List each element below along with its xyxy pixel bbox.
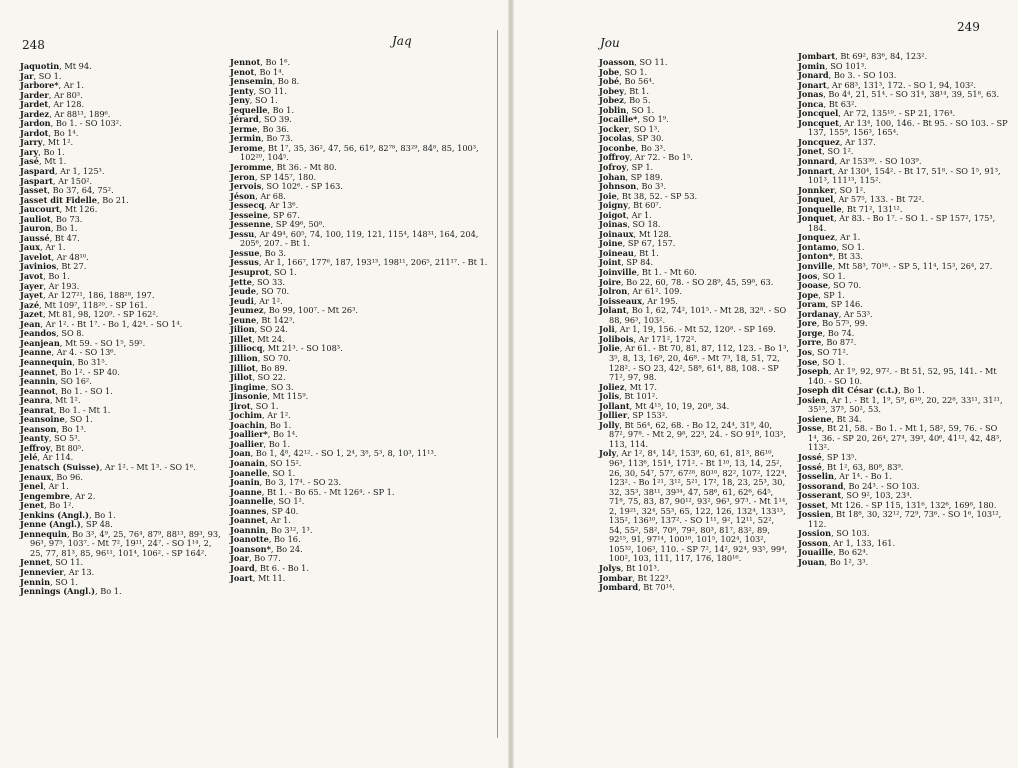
index-entry: Jooase, SO 70. [798,280,862,291]
left-page-number: 248 [22,38,45,52]
index-entry: Jolly, Bt 56⁴, 62, 68. - Bo 12, 24⁴, 31⁹, 40, 87², 97⁸. - Mt 2, 9⁸, 22³, 24. - SO 91⁹, 103³, 113, 114. [599,419,786,449]
index-entry: Javelot, Ar 48¹⁰. [20,251,89,262]
index-entry: Jar, SO 1. [20,70,62,81]
index-entry: Joram, SP 146. [798,299,863,310]
index-entry: Jonton*, Bt 33. [798,251,863,262]
index-entry: Jennings (Angl.), Bo 1. [20,586,122,597]
index-entry: Jeanson, Bo 1³. [20,423,87,434]
index-entry: Jeannin, SO 16². [20,376,92,387]
index-entry: Johnson, Bo 3³. [599,181,667,192]
index-entry: Joconbe, Bo 3³. [599,142,666,153]
left-column-1 [20,62,225,597]
index-entry: Jean, Ar 1². - Bt 1⁷. - Bo 1, 42⁴. - SO 1⁴. [20,318,183,329]
index-entry: Jocolas, SP 30. [599,133,664,144]
index-entry: Joanson*, Bo 24. [230,543,303,554]
index-entry: Jaspard, Ar 1, 125³. [20,166,105,177]
index-entry: Johan, SP 189. [599,171,663,182]
index-entry: Joigny, Bt 60⁷. [599,200,662,211]
index-entry: Jonnker, SO 1². [798,184,866,195]
index-entry: Jomin, SO 101³. [798,60,867,71]
index-entry: Joanin, Bo 3, 17⁴. - SO 23. [230,477,342,488]
index-entry: Jazé, Mt 109⁷, 118²⁰. - SP 161. [20,299,148,310]
index-entry: Jeannequin, Bo 31⁵. [20,356,108,367]
index-entry: Jennevier, Ar 13. [20,566,95,577]
index-entry: Jolibois, Ar 171², 172². [599,333,697,344]
index-entry: Jennet, SO 11. [20,557,84,568]
index-entry: Joasson, SO 11. [599,57,668,67]
index-entry: Jonas, Bo 4⁴, 21, 51⁴. - SO 31⁴, 38¹⁴, 39, 51⁸, 63. [798,89,1000,100]
index-entry: Jerome, Bt 1⁷, 35, 36², 47, 56, 61⁹, 82⁷⁸, 83²⁹, 84⁸, 85, 100³, 102²⁰, 104⁵. [230,142,479,163]
index-entry: Jonquet, Ar 83. - Bo 1⁷. - SO 1. - SP 157², 175³, 184. [798,213,996,233]
gutter-rule [497,30,498,738]
index-entry: Jenatsch (Suisse), Ar 1². - Mt 1³. - SO 1⁶. [20,461,196,472]
index-entry: Jonquez, Ar 1. [798,232,861,243]
index-entry: Joinas, SO 18. [599,219,661,230]
index-entry: Jorre, Bo 87². [798,337,857,348]
index-entry: Jesuprot, SO 1. [230,267,297,278]
index-entry: Jeune, Bt 142³. [230,314,295,325]
index-entry: Joanain, SO 15². [230,457,302,468]
index-entry: Jope, SP 1. [798,289,846,300]
index-entry: Jessus, Ar 1, 166⁷, 177⁶, 187, 193¹³, 198¹¹, 206⁵, 211¹⁷. - Bt 1. [230,257,488,268]
index-entry: Jenne (Angl.), SP 48. [20,519,113,530]
index-entry: Jonard, Bo 3. - SO 103. [798,70,897,81]
index-entry: Joncquet, Ar 13⁴, 100, 146. - Bt 95. - SO 103. - SP 137, 155⁹, 156³, 165⁴. [798,117,1008,138]
index-entry: Josse, Bt 21, 58. - Bo 1. - Mt 1, 58², 59, 76. - SO 1⁴, 36. - SP 20, 26⁴, 27⁴, 39³, 40⁶, 41¹², 42, 48³, 113². [798,423,1002,453]
index-entry: Jolys, Bt 101³. [599,562,660,573]
right-column-2 [798,52,1010,568]
index-entry: Jos, SO 71². [798,346,849,357]
index-entry: Jolis, Bt 101². [599,391,658,402]
index-entry: Joan, Bo 1, 4⁸, 42¹². - SO 1, 2⁴, 3⁸, 5³, 8, 10³, 11¹³. [230,448,437,459]
index-entry: Jeromme, Bt 36. - Mt 80. [230,162,337,173]
index-entry: Joart, Mt 11. [230,572,286,583]
index-entry: Jaux, Ar 1. [20,242,66,253]
index-entry: Jilliot, Bo 89. [230,362,288,373]
index-entry: Jessu, Ar 49⁴, 60⁵, 74, 100, 119, 121, 115⁴, 148³¹, 164, 204, 205⁶, 207. - Bt 1. [230,228,479,249]
index-entry: Jobé, Bo 56⁴. [599,76,655,87]
index-entry: Jombard, Bt 70¹⁴. [599,582,675,593]
index-entry: Jombar, Bt 122³. [599,572,671,583]
index-entry: Jouaille, Bo 62⁴. [798,547,869,558]
index-entry: Joar, Bo 77. [230,553,281,564]
right-running-head: Jou [600,36,620,50]
index-entry: Jossé, Bt 1², 63, 80⁸, 83⁹. [798,461,904,472]
index-entry: Jocker, SO 1³. [599,123,660,134]
index-entry: Jochim, Ar 1². [230,410,291,421]
index-entry: Jore, Bo 57⁵, 99. [798,318,868,329]
index-entry: Jolant, Bo 1, 62, 74², 101⁵. - Mt 28, 32⁸. - SO 88, 96³, 103². [599,305,787,325]
index-entry: Jillion, SO 70. [230,352,291,363]
index-entry: Jarbore*, Ar 1. [20,80,84,91]
index-entry: Jingime, SO 3. [230,381,294,392]
index-entry: Jardon, Bo 1. - SO 103². [20,118,122,129]
index-entry: Joire, Bo 22, 60, 78. - SO 28⁹, 45, 59⁸, 63. [599,276,774,287]
index-entry: Josien, Ar 1. - Bt 1, 1⁹, 5⁹, 6¹⁰, 20, 22⁸, 33¹¹, 31²¹, 35¹³, 37³, 50², 53. [798,394,1003,415]
index-entry: Jengembre, Ar 2. [20,490,96,501]
index-entry: Jeannot, Bo 1. - SO 1. [20,385,113,396]
index-entry: Jéson, Ar 68. [230,190,286,201]
index-entry: Joannelle, SO 1². [230,496,305,507]
index-entry: Jeanjean, Mt 59. - SO 1⁵, 59⁵. [20,337,146,348]
index-entry: Joinaux, Mt 128. [599,228,672,239]
index-entry: Javinios, Bt 27. [20,261,87,272]
index-entry: Jeanne, Ar 4. - SO 13⁶. [20,347,117,358]
index-entry: Jolron, Ar 61². 109. [599,286,682,297]
index-entry: Jeumez, Bo 99, 100⁷. - Mt 26³. [230,305,359,316]
index-entry: Josserant, SO 9², 103, 23⁴. [798,490,913,501]
index-entry: Jeandos, SO 8. [20,328,85,339]
index-entry: Joinville, Bt 1. - Mt 60. [599,267,697,278]
index-entry: Jessenne, SP 49⁶, 50⁸. [230,219,325,230]
index-entry: Joard, Bt 6. - Bo 1. [230,562,309,573]
index-entry: Jaquotin, Mt 94. [20,61,92,71]
index-entry: Jofroy, SP 1. [599,162,654,173]
index-entry: Josson, Ar 1, 133, 161. [798,537,896,548]
index-entry: Jessecq, Ar 13⁶. [230,200,299,211]
index-entry: Jensemin, Bo 8. [230,76,300,87]
left-column-2 [230,58,488,583]
index-entry: Jenkins (Angl.), Bo 1. [20,509,116,520]
index-entry: Joffroy, Ar 72. - Bo 1⁵. [599,152,693,163]
index-entry: Jonville, Mt 58³, 70¹⁶. - SP 5, 11⁴, 15³, 26⁴, 27. [798,261,993,272]
book-gutter [508,0,514,768]
index-entry: Joncquel, Ar 72, 135¹⁰. - SP 21, 176⁴. [798,108,956,119]
index-entry: Jonquelle, Bt 71², 131¹². [798,203,903,214]
index-entry: Jollant, Mt 4¹⁵, 10, 19, 20⁸, 34. [599,400,730,411]
index-entry: Joannin, Bo 3¹², 1³. [230,524,313,535]
index-entry: Jossé, SP 13⁵. [798,451,857,462]
index-entry: Jeanty, SO 5³. [20,433,81,444]
index-entry: Joanotte, Bo 16. [230,534,301,545]
index-entry: Jennot, Bo 1⁶. [230,57,291,67]
index-entry: Jeffroy, Bt 80⁵. [20,442,84,453]
index-entry: Joisseaux, Ar 195. [599,295,678,306]
index-entry: Jollier, SP 153². [599,410,668,421]
index-entry: Joannes, SP 40. [230,505,299,516]
index-entry: Jossion, SO 103. [798,528,870,539]
index-entry: Joie, Bt 38, 52. - SP 53. [599,190,698,201]
left-running-head: Jaq [392,34,412,48]
index-entry: Joseph, Ar 1⁹, 92, 97². - Bt 51, 52, 95, 141. - Mt 140. - SO 10. [798,366,997,386]
index-entry: Jaucourt, Mt 126. [20,204,98,215]
index-entry: Javot, Bo 1. [20,271,70,282]
index-entry: Jobey, Bt 1. [599,85,649,96]
index-entry: Jeude, SO 70. [230,286,290,297]
index-entry: Jordanay, Ar 53³. [798,308,873,319]
index-entry: Jontamo, SO 1. [798,241,865,252]
index-entry: Jelé, Ar 114. [20,452,74,463]
index-entry: Jonquel, Ar 57⁵, 133. - Bt 72². [798,194,925,205]
index-entry: Joblin, SO 1. [599,104,655,115]
index-entry: Jenty, SO 11. [230,85,287,96]
index-entry: Jauliot, Bo 73. [20,213,83,224]
index-entry: Jaspart, Ar 150². [20,175,93,186]
index-entry: Jary, Bo 1. [20,146,65,157]
index-entry: Jonnart, Ar 130⁴, 154². - Bt 17, 51⁸. - SO 1⁵, 91³, 101³, 111¹³, 115². [798,165,1001,186]
index-entry: Jobe, SO 1. [599,66,648,77]
index-entry: Joine, SP 67, 157. [599,238,676,249]
index-entry: Jennequin, Bo 3³, 4⁹, 25, 76⁴, 87⁹, 88¹³, 89³, 93, 96³, 97⁵, 103⁷. - Mt 7², 19¹¹, 24⁷. - SO 1¹⁴, 2, 25, 77, 81³, 85, 96¹¹, 101⁴, 106². - SP 164². [20,528,221,558]
index-entry: Joallier, Bo 1. [230,438,291,449]
index-entry: Jonnard, Ar 153³⁹. - SO 103⁹. [798,156,922,167]
index-entry: Joncquez, Ar 137. [798,136,876,147]
index-entry: Jasé, Mt 1. [20,156,67,167]
index-entry: Josiene, Bt 34. [798,413,862,424]
index-entry: Jardez, Ar 88¹³, 189⁶. [20,108,111,119]
index-entry: Jeny, SO 1. [230,95,278,106]
index-entry: Jilion, SO 24. [230,324,288,335]
index-entry: Jossien, Bt 18⁸, 30, 32¹², 72⁹, 73⁶. - SO 1⁶, 103¹², 112. [798,509,1002,529]
index-entry: Jasset dit Fidelle, Bo 21. [20,194,129,205]
index-entry: Jaussé, Bt 47. [20,232,80,243]
index-entry: Jinsonie, Mt 115⁹. [230,391,309,402]
index-entry: Jeannet, Bo 1². - SP 40. [20,366,120,377]
index-entry: Jonca, Bt 63². [798,98,857,109]
index-entry: Jilliocq, Mt 21³. - SO 108³. [230,343,343,354]
index-entry: Jérard, SO 39. [230,114,292,125]
index-entry: Jazet, Mt 81, 98, 120⁹. - SP 162². [20,309,159,320]
index-entry: Jervois, SO 102⁶. - SP 163. [230,181,343,192]
index-entry: Jessue, Bo 3. [230,247,287,258]
index-entry: Jenet, Bo 1². [20,500,74,511]
index-entry: Jocaille*, SO 1⁹. [599,114,669,125]
index-entry: Jette, SO 33. [230,276,286,287]
index-entry: Jarry, Mt 1². [20,137,74,148]
index-entry: Joachin, Bo 1. [230,419,292,430]
index-entry: Joly, Ar 1², 8⁴, 14², 153⁹, 60, 61, 81³, 86¹⁰, 96³, 113⁶, 151⁴, 171². - Bt 1¹⁰, 13, 14, 25², 26, 30, 54⁷, 57⁷, 67²⁸, 80¹⁰, 82², 107², 122⁴, 123². - Bo 1²¹, 3¹², 5²¹, 17², 18, 23, 25³, 30, 32, 35³, 38¹¹, 39³⁴, 47, 58⁶, 61, 62⁶, 64⁵, 71⁸, 75, 83, 87, 90¹², 93², 96³, 97³. - Mt 1¹⁴, 2, 19²¹, 32⁴, 55³, 65, 122, 126, 132⁴, 133¹³, 135², 136¹⁰, 137². - SO 1¹¹, 9², 12¹¹, 52², 54, 55², 58², 70⁸, 79², 80³, 81⁷, 83², 89, 92¹⁵, 91, 97¹⁴, 100¹⁰, 101⁵, 102⁴, 103², 105³², 106³, 110. - SP 7², 14², 92⁴, 93⁵, 99⁴, 100², 103, 111, 117, 176, 180¹⁶. [599,448,788,564]
index-entry: Jennin, SO 1. [20,576,79,587]
right-column-1 [599,58,789,593]
index-entry: Jarder, Ar 80³. [20,89,83,100]
index-entry: Joint, SP 84. [599,257,654,268]
index-entry: Jayet, Ar 127²¹, 186, 188²⁸, 197. [20,290,155,301]
index-entry: Jose, SO 1. [798,356,846,367]
index-entry: Jeanrat, Bo 1. - Mt 1. [20,404,111,415]
index-entry: Jequelle, Bo 1. [230,104,294,115]
index-entry: Jobez, Bo 5. [599,95,651,106]
index-entry: Joseph dit César (c.t.), Bo 1. [798,385,925,396]
index-entry: Josset, Mt 126. - SP 115, 131⁶, 132⁶, 169⁸, 180. [798,499,997,510]
index-entry: Jenel, Ar 1. [20,481,69,492]
index-entry: Josselin, Ar 1⁴. - Bo 1. [798,471,892,482]
index-entry: Joigot, Ar 1. [599,209,652,220]
index-entry: Jouan, Bo 1², 3³. [798,556,869,567]
index-entry: Joineau, Bt 1. [599,247,659,258]
index-entry: Jeron, SP 145⁷, 180. [230,171,317,182]
index-entry: Jenaux, Bo 96. [20,471,83,482]
index-entry: Jardet, Ar 128. [20,99,85,110]
index-entry: Jasset, Bo 37, 64, 75². [20,185,114,196]
index-entry: Jermin, Bo 73. [230,133,293,144]
index-entry: Joanne, Bt 1. - Bo 65. - Mt 126⁴. - SP 1. [230,486,395,497]
index-entry: Jayer, Ar 193. [20,280,80,291]
index-entry: Jossorand, Bo 24³. - SO 103. [798,480,920,491]
index-entry: Jombart, Bt 69², 83⁶, 84, 123². [798,51,928,61]
index-entry: Jerme, Bo 36. [230,123,290,134]
index-entry: Jauron, Bo 1. [20,223,78,234]
index-entry: Jillot, SO 22. [230,372,286,383]
index-entry: Jeansoine, SO 1. [20,414,93,425]
index-entry: Joallier*, Bo 1⁴. [230,429,298,440]
index-entry: Jonart, Ar 68³, 131³, 172. - SO 1, 94, 103². [798,79,977,90]
index-entry: Joliez, Mt 17. [599,381,657,392]
index-entry: Jenot, Bo 1⁴. [230,66,285,77]
index-entry: Jonet, SO 1². [798,146,854,157]
index-entry: Jesseine, SP 67. [230,209,300,220]
index-entry: Jillet, Mt 24. [230,333,285,344]
index-entry: Joannet, Ar 1. [230,515,291,526]
index-entry: Joos, SO 1. [798,270,846,281]
index-entry: Jardot, Bo 1⁴. [20,127,79,138]
index-entry: Jolie, Ar 61. - Bt 70, 81, 87, 112, 123. - Bo 1³, 3⁵, 8, 13, 16⁹, 20, 46⁸. - Mt 7³, 18, 51, 72, 128². - SO 23, 42², 58⁸, 61⁴, 88, 108. - SP 71², 97, 98. [599,343,789,383]
index-entry: Jirot, SO 1. [230,400,279,411]
index-entry: Joanelle, SO 1. [230,467,296,478]
index-entry: Jeudi, Ar 1². [230,295,283,306]
index-entry: Joli, Ar 1, 19, 156. - Mt 52, 120⁸. - SP 169. [599,324,776,335]
index-entry: Jorge, Bo 74. [798,327,855,338]
index-entry: Jeanra, Mt 1². [20,395,81,406]
right-page-number: 249 [957,20,980,34]
